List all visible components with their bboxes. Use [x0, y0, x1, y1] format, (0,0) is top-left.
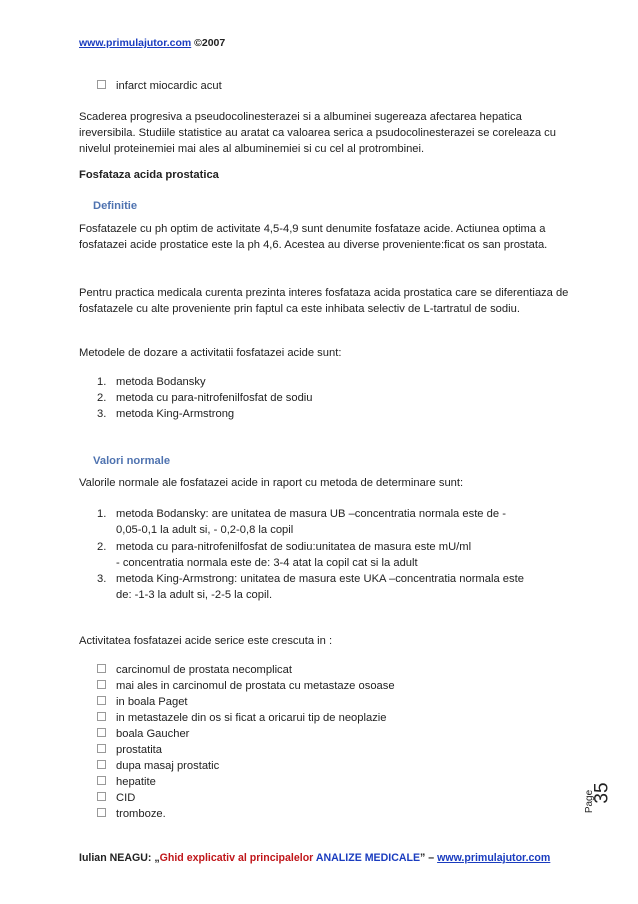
- list-item: 2. metoda cu para-nitrofenilfosfat de sodiu:unitatea de masura este mU/ml - concentratia normala este de: 3-4 atat la copil cat si la adult: [97, 541, 472, 569]
- bullet-box-icon: [97, 744, 106, 753]
- header-link[interactable]: www.primulajutor.com: [79, 37, 192, 49]
- footer-title-red: Ghid explicativ al principalelor: [159, 852, 316, 864]
- footer-author: Iulian NEAGU: „: [79, 852, 160, 864]
- page-number: [584, 774, 632, 818]
- bullet-box-icon: [97, 728, 106, 737]
- paragraph-pseudocolinesteraza: Scaderea progresiva a pseudocolinesterazei si a albuminei sugereaza afectarea hepatica ireversibila. Studiile statistice au aratat ca valoarea serica a psudocolinesterazei se coreleaza cu nivelul proteinemiei mai ales al albuminemiei si cu cel al protrombinei.: [79, 111, 556, 156]
- list-item: 3. metoda King-Armstrong: [97, 408, 235, 420]
- subheading-valori-normale: Valori normale: [93, 455, 171, 467]
- paragraph-activitate: Activitatea fosfatazei acide serice este crescuta in :: [79, 635, 333, 647]
- list-item: infarct miocardic acut: [97, 78, 222, 94]
- list-item: boala Gaucher: [97, 726, 189, 742]
- subheading-definitie: Definitie: [93, 200, 138, 212]
- header-copyright: ©2007: [191, 37, 226, 49]
- footer-title-blue: ANALIZE MEDICALE: [315, 852, 421, 864]
- list-item: 1. metoda Bodansky: [97, 376, 206, 388]
- list-item: 2. metoda cu para-nitrofenilfosfat de sodiu: [97, 392, 313, 404]
- list-item: tromboze.: [97, 806, 166, 822]
- list-item: in metastazele din os si ficat a oricarui tip de neoplazie: [97, 710, 387, 726]
- paragraph-definitie: Fosfatazele cu ph optim de activitate 4,5-4,9 sunt denumite fosfataze acide. Actiunea optima a fosfatazei acide prostatice este la ph 4,6. Acestea au diverse proveniente:ficat os san prostata.: [79, 223, 548, 252]
- list-item: 1. metoda Bodansky: are unitatea de masura UB –concentratia normala este de - 0,05-0,1 la adult si, - 0,2-0,8 la copil: [97, 508, 506, 536]
- list-item: 3. metoda King-Armstrong: unitatea de masura este UKA –concentratia normala este de: -1-3 la adult si, -2-5 la copil.: [97, 573, 524, 601]
- page-label: Page: [584, 789, 596, 814]
- list-item: dupa masaj prostatic: [97, 758, 219, 774]
- bullet-box-icon: [97, 776, 106, 785]
- bullet-box-icon: [97, 760, 106, 769]
- footer-link[interactable]: www.primulajutor.com: [437, 852, 551, 864]
- bullet-box-icon: [97, 792, 106, 801]
- section-title: Fosfataza acida prostatica: [79, 169, 219, 181]
- page-number-value: 35: [591, 782, 613, 804]
- page-header: [79, 37, 225, 49]
- list-item: carcinomul de prostata necomplicat: [97, 662, 292, 678]
- paragraph-metode: Metodele de dozare a activitatii fosfatazei acide sunt:: [79, 347, 342, 359]
- paragraph-practica: Pentru practica medicala curenta prezinta interes fosfataza acida prostatica care se diferentiaza de fosfatazele cu alte proveniente prin faptul ca este inhibata selectiv de L-tartratul de sodiu.: [79, 287, 569, 316]
- bullet-box-icon: [97, 808, 106, 817]
- list-item: prostatita: [97, 742, 162, 758]
- list-item: hepatite: [97, 774, 156, 790]
- bullet-box-icon: [97, 664, 106, 673]
- page-footer: [79, 852, 550, 864]
- bullet-box-icon: [97, 712, 106, 721]
- bullet-box-icon: [97, 696, 106, 705]
- list-item: mai ales in carcinomul de prostata cu metastaze osoase: [97, 678, 395, 694]
- paragraph-valori: Valorile normale ale fosfatazei acide in raport cu metoda de determinare sunt:: [79, 477, 464, 489]
- bullet-box-icon: [97, 80, 106, 89]
- list-item: CID: [97, 790, 135, 806]
- footer-separator: ” –: [420, 852, 438, 864]
- list-item: in boala Paget: [97, 694, 188, 710]
- bullet-box-icon: [97, 680, 106, 689]
